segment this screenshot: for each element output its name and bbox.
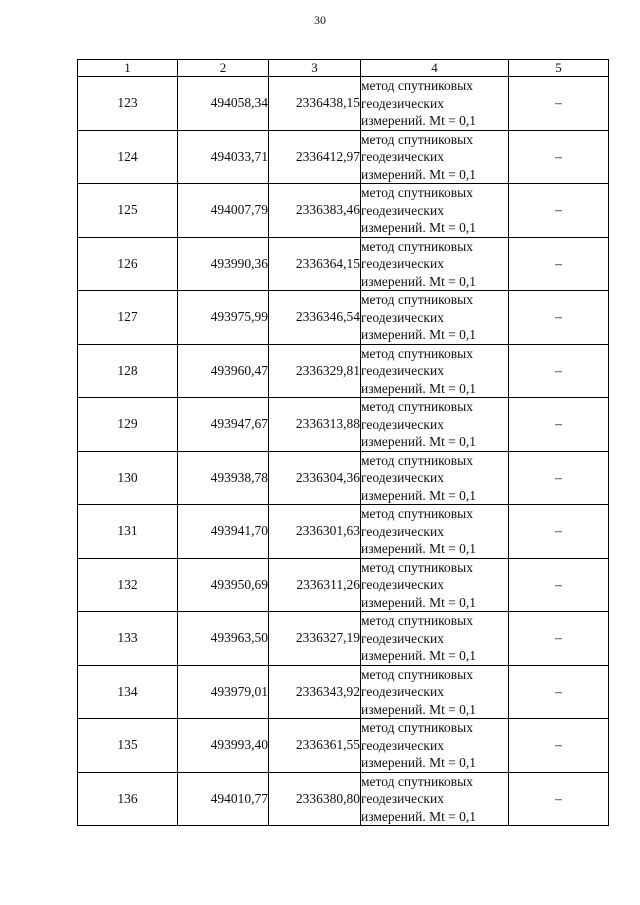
point-number-cell: 127 (78, 291, 178, 345)
page-number: 30 (314, 13, 326, 27)
x-coordinate-cell: 493960,47 (178, 344, 269, 398)
method-cell (361, 77, 509, 131)
method-line-2: геодезических (361, 791, 444, 806)
method-line-1: метод спутниковых (361, 666, 473, 682)
method-cell (361, 612, 509, 666)
method-cell (361, 291, 509, 345)
method-line-1: метод спутниковых (361, 399, 473, 414)
method-line-3: измерений. Mt = 0,1 (361, 808, 477, 824)
table-row (78, 184, 609, 238)
column-5-cell: – (509, 772, 609, 826)
method-line-1: метод спутниковых (361, 131, 473, 147)
column-5-cell: – (509, 719, 609, 773)
method-line-3: измерений. Mt = 0,1 (361, 166, 477, 182)
column-header-5: 5 (509, 60, 609, 77)
point-number-cell: 129 (78, 398, 178, 452)
y-coordinate-cell: 2336329,81 (269, 344, 361, 398)
column-5-cell: – (509, 451, 609, 505)
method-line-3: измерений. Mt = 0,1 (361, 594, 477, 610)
column-header-4: 4 (361, 60, 509, 77)
y-coordinate-cell: 2336301,63 (269, 505, 361, 559)
method-line-1: метод спутниковых (361, 452, 473, 468)
table-row (78, 612, 609, 666)
table-body (78, 77, 609, 826)
point-number-cell: 132 (78, 558, 178, 612)
method-cell (361, 130, 509, 184)
x-coordinate-cell: 493990,36 (178, 237, 269, 291)
point-number-cell: 128 (78, 344, 178, 398)
coordinates-table (77, 59, 609, 826)
method-line-2: геодезических (361, 202, 444, 218)
method-line-3: измерений. Mt = 0,1 (361, 755, 477, 770)
method-line-2: геодезических (361, 523, 444, 539)
table-row (78, 398, 609, 452)
column-header-2: 2 (178, 60, 269, 77)
method-line-3: измерений. Mt = 0,1 (361, 648, 477, 663)
column-5-cell: – (509, 184, 609, 238)
y-coordinate-cell: 2336343,92 (269, 665, 361, 719)
method-line-3: измерений. Mt = 0,1 (361, 380, 477, 396)
method-cell (361, 184, 509, 238)
point-number-cell: 126 (78, 237, 178, 291)
method-line-2: геодезических (361, 256, 444, 271)
column-5-cell: – (509, 344, 609, 398)
method-line-2: геодезических (361, 630, 444, 646)
method-line-1: метод спутниковых (361, 238, 473, 254)
table-header-row (78, 60, 609, 77)
method-cell (361, 772, 509, 826)
column-5-cell: – (509, 398, 609, 452)
y-coordinate-cell: 2336304,36 (269, 451, 361, 505)
column-5-cell: – (509, 558, 609, 612)
method-line-2: геодезических (361, 363, 444, 378)
x-coordinate-cell: 493947,67 (178, 398, 269, 452)
method-cell (361, 558, 509, 612)
x-coordinate-cell: 494007,79 (178, 184, 269, 238)
method-line-1: метод спутниковых (361, 613, 473, 628)
method-line-3: измерений. Mt = 0,1 (361, 701, 477, 717)
method-line-1: метод спутниковых (361, 185, 473, 200)
table-row (78, 665, 609, 719)
column-5-cell: – (509, 665, 609, 719)
method-cell (361, 719, 509, 773)
table-row (78, 291, 609, 345)
method-line-2: геодезических (361, 149, 444, 164)
method-line-2: геодезических (361, 577, 444, 592)
method-line-1: метод спутниковых (361, 78, 473, 93)
method-line-3: измерений. Mt = 0,1 (361, 220, 477, 235)
method-line-3: измерений. Mt = 0,1 (361, 113, 477, 128)
method-line-2: геодезических (361, 737, 444, 753)
x-coordinate-cell: 493993,40 (178, 719, 269, 773)
column-5-cell: – (509, 505, 609, 559)
column-5-cell: – (509, 291, 609, 345)
y-coordinate-cell: 2336364,15 (269, 237, 361, 291)
method-line-1: метод спутниковых (361, 292, 473, 307)
table-row (78, 451, 609, 505)
method-line-2: геодезических (361, 470, 444, 485)
method-line-2: геодезических (361, 684, 444, 699)
x-coordinate-cell: 493941,70 (178, 505, 269, 559)
x-coordinate-cell: 494058,34 (178, 77, 269, 131)
method-cell (361, 505, 509, 559)
table-row (78, 237, 609, 291)
point-number-cell: 123 (78, 77, 178, 131)
point-number-cell: 133 (78, 612, 178, 666)
table-row (78, 77, 609, 131)
method-line-3: измерений. Mt = 0,1 (361, 434, 477, 449)
y-coordinate-cell: 2336311,26 (269, 558, 361, 612)
x-coordinate-cell: 493938,78 (178, 451, 269, 505)
y-coordinate-cell: 2336327,19 (269, 612, 361, 666)
method-line-2: геодезических (361, 309, 444, 325)
method-line-1: метод спутниковых (361, 345, 473, 361)
method-line-3: измерений. Mt = 0,1 (361, 541, 477, 556)
method-line-2: геодезических (361, 416, 444, 432)
column-5-cell: – (509, 612, 609, 666)
column-5-cell: – (509, 130, 609, 184)
x-coordinate-cell: 493963,50 (178, 612, 269, 666)
column-5-cell: – (509, 77, 609, 131)
point-number-cell: 125 (78, 184, 178, 238)
x-coordinate-cell: 493950,69 (178, 558, 269, 612)
x-coordinate-cell: 493979,01 (178, 665, 269, 719)
y-coordinate-cell: 2336361,55 (269, 719, 361, 773)
point-number-cell: 131 (78, 505, 178, 559)
method-line-3: измерений. Mt = 0,1 (361, 273, 477, 289)
table-row (78, 558, 609, 612)
y-coordinate-cell: 2336383,46 (269, 184, 361, 238)
method-cell (361, 237, 509, 291)
y-coordinate-cell: 2336380,80 (269, 772, 361, 826)
point-number-cell: 130 (78, 451, 178, 505)
method-line-1: метод спутниковых (361, 720, 473, 735)
column-header-3: 3 (269, 60, 361, 77)
point-number-cell: 136 (78, 772, 178, 826)
method-line-2: геодезических (361, 95, 444, 111)
method-line-1: метод спутниковых (361, 773, 473, 789)
column-header-1: 1 (78, 60, 178, 77)
table-row (78, 772, 609, 826)
point-number-cell: 134 (78, 665, 178, 719)
method-cell (361, 665, 509, 719)
point-number-cell: 124 (78, 130, 178, 184)
y-coordinate-cell: 2336346,54 (269, 291, 361, 345)
point-number-cell: 135 (78, 719, 178, 773)
method-cell (361, 344, 509, 398)
y-coordinate-cell: 2336313,88 (269, 398, 361, 452)
method-line-1: метод спутниковых (361, 559, 473, 575)
column-5-cell: – (509, 237, 609, 291)
x-coordinate-cell: 494010,77 (178, 772, 269, 826)
x-coordinate-cell: 493975,99 (178, 291, 269, 345)
method-cell (361, 451, 509, 505)
method-line-3: измерений. Mt = 0,1 (361, 327, 477, 342)
table-row (78, 130, 609, 184)
x-coordinate-cell: 494033,71 (178, 130, 269, 184)
table-row (78, 344, 609, 398)
method-line-1: метод спутниковых (361, 506, 473, 521)
y-coordinate-cell: 2336438,15 (269, 77, 361, 131)
table-row (78, 505, 609, 559)
method-line-3: измерений. Mt = 0,1 (361, 487, 477, 503)
method-cell (361, 398, 509, 452)
table-row (78, 719, 609, 773)
y-coordinate-cell: 2336412,97 (269, 130, 361, 184)
